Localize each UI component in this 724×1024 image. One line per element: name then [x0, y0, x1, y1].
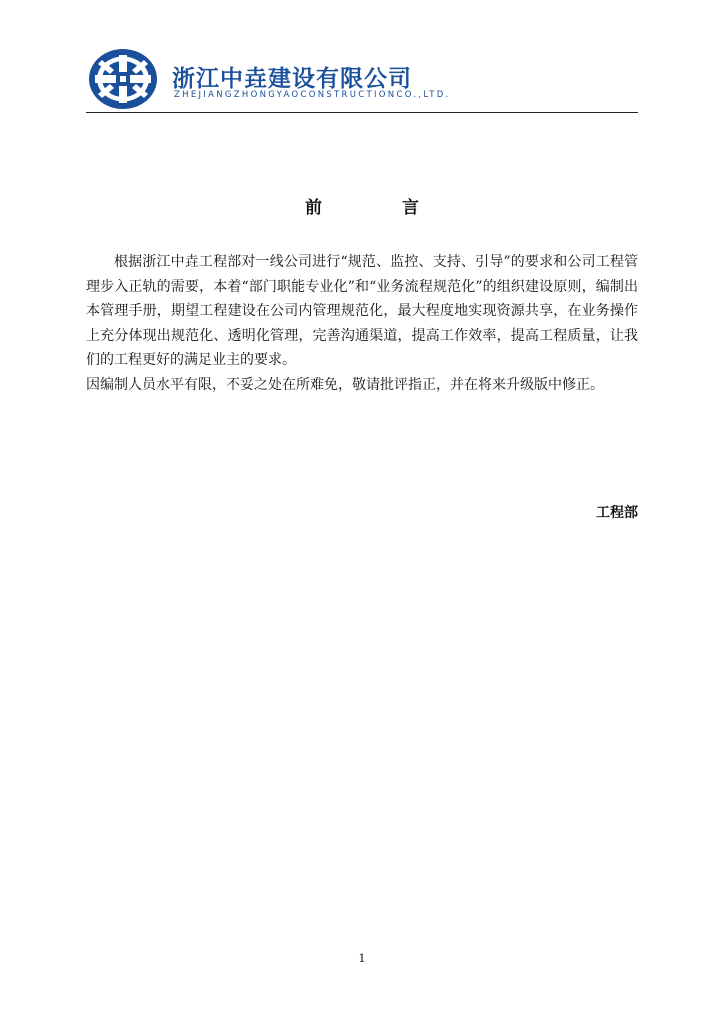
- preface-paragraph-2: 因编制人员水平有限，不妥之处在所难免，敬请批评指正，并在将来升级版中修正。: [86, 376, 604, 393]
- page-number: 1: [358, 952, 366, 965]
- preface-paragraph-1: 根据浙江中垚工程部对一线公司进行“规范、监控、支持、引导”的要求和公司工程管理步入正轨的需要，本着“部门职能专业化”和“业务流程规范化”的组织建设原则，编制出本管理手册，期望工程建设在公司内管理规范化，最大程度地实现资源共享，在业务操作上充分体现出规范化、透明化管理，完善沟通渠道，提高工作效率，提高工程质量，让我们的工程更好的满足业主的要求。: [86, 254, 638, 368]
- title-char-1: 前: [305, 198, 322, 218]
- signature: 工程部: [596, 505, 638, 521]
- company-name-cn: 浙江中垚建设有限公司: [172, 66, 412, 92]
- preface-body: [86, 250, 638, 397]
- company-logo-icon: [86, 46, 160, 112]
- page-header: [86, 46, 638, 112]
- title-char-2: 言: [402, 198, 419, 218]
- header-divider: [86, 112, 638, 113]
- company-name-en: ZHEJIANGZHONGYAOCONSTRUCTIONCO.,LTD.: [174, 90, 451, 100]
- page-title: [0, 193, 724, 218]
